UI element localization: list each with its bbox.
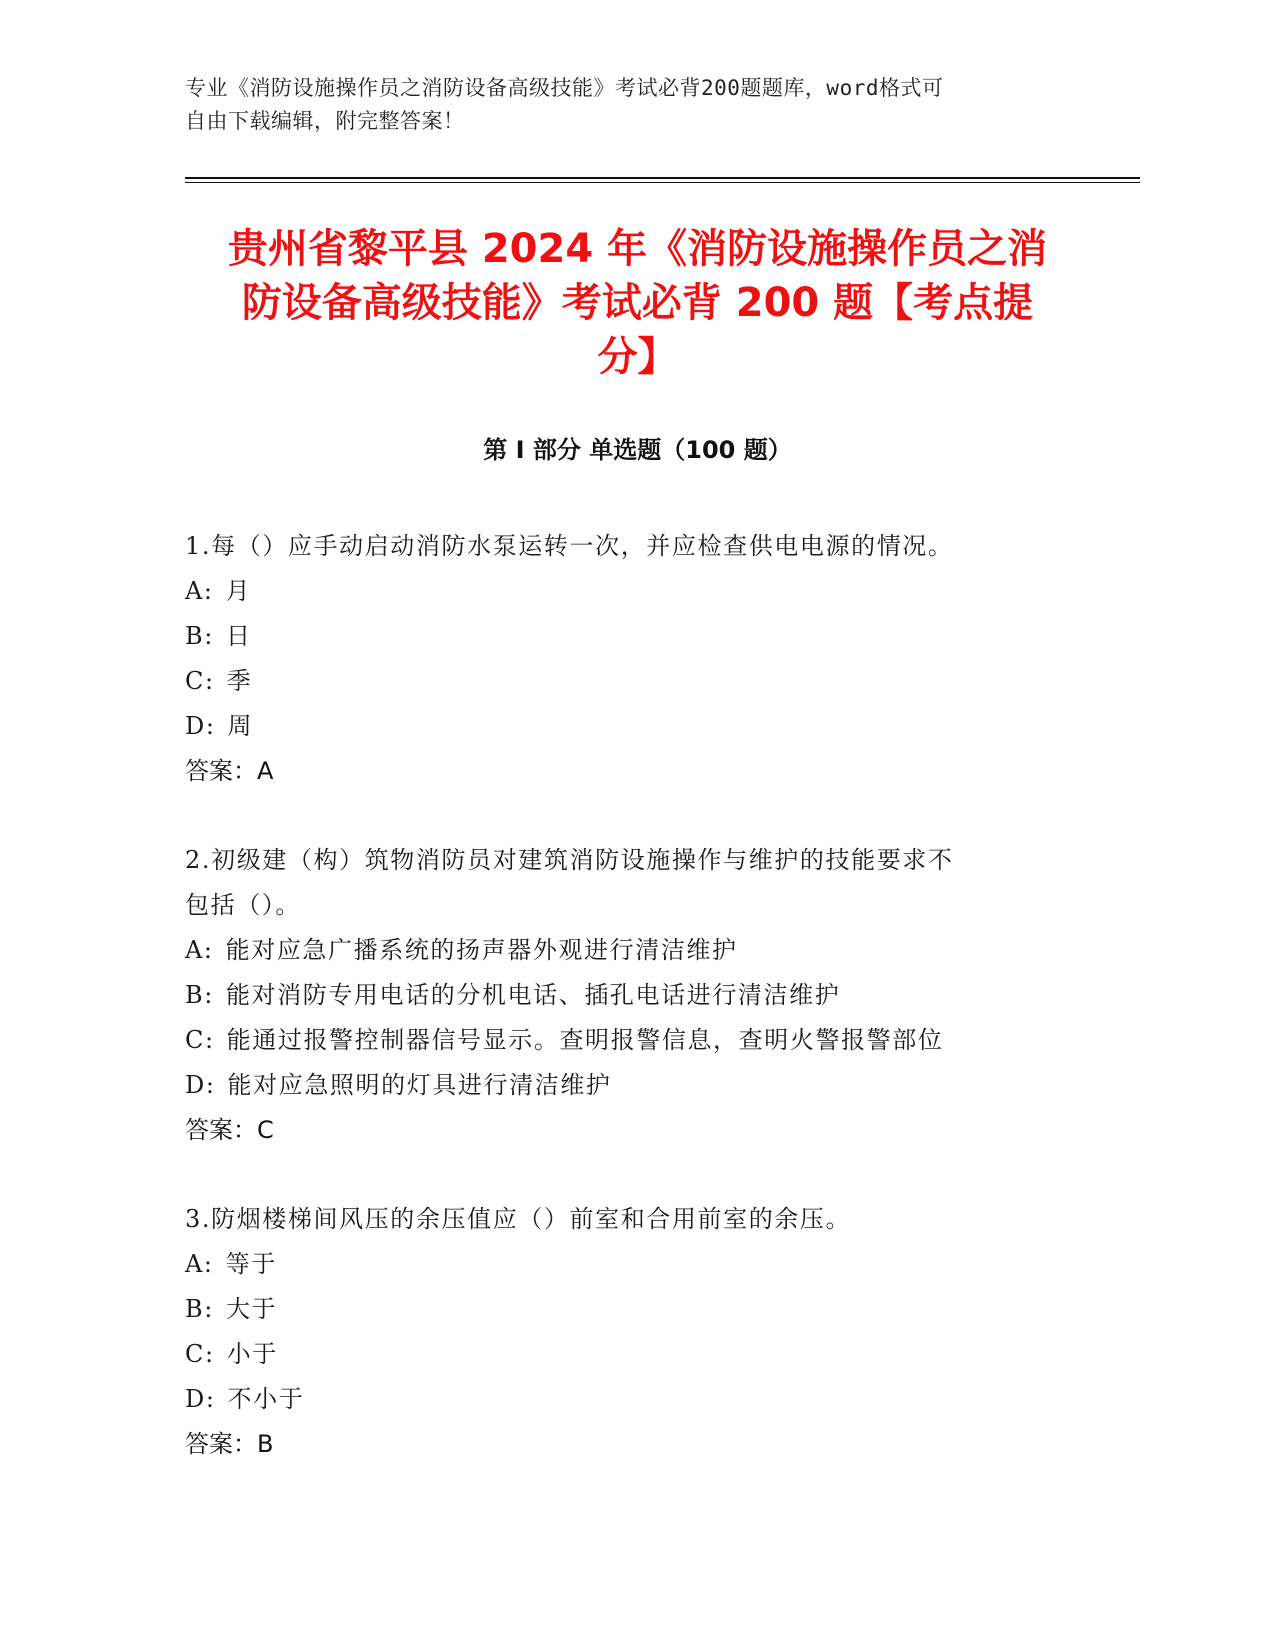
- option-letter: A:: [185, 1250, 214, 1278]
- header-divider-thin: [185, 182, 1140, 183]
- option-text: 小于: [226, 1340, 278, 1368]
- option-letter: A:: [185, 936, 214, 964]
- option-text: 能对应急照明的灯具进行清洁维护: [227, 1071, 612, 1099]
- answer-option: [185, 569, 1065, 614]
- option-letter: C:: [185, 1340, 215, 1368]
- question-stem: 1.每（）应手动启动消防水泵运转一次，并应检查供电电源的情况。: [185, 532, 954, 560]
- option-text: 不小于: [227, 1385, 305, 1413]
- answer-option: [185, 1332, 1065, 1377]
- option-letter: A:: [185, 577, 214, 605]
- document-title-line-1: 贵州省黎平县 2024 年《消防设施操作员之消: [227, 226, 1048, 272]
- option-text: 日: [225, 622, 252, 650]
- answer-option: [185, 659, 1065, 704]
- option-letter: D:: [185, 1385, 216, 1413]
- answer-label: 答案：: [185, 757, 257, 785]
- answer-line: [185, 1108, 1065, 1153]
- option-text: 等于: [225, 1250, 277, 1278]
- answer-line: [185, 1422, 1065, 1467]
- question-block: [185, 838, 1065, 1153]
- option-text: 能对应急广播系统的扬声器外观进行清洁维护: [225, 936, 738, 964]
- option-letter: D:: [185, 712, 216, 740]
- option-text: 季: [226, 667, 253, 695]
- question-block: [185, 524, 1065, 794]
- answer-value: B: [257, 1430, 274, 1458]
- option-letter: D:: [185, 1071, 216, 1099]
- document-title-line-3: 分】: [597, 334, 678, 380]
- option-text: 大于: [225, 1295, 278, 1323]
- document-title-line-2: 防设备高级技能》考试必背 200 题【考点提: [241, 280, 1034, 326]
- answer-line: [185, 749, 1065, 794]
- answer-option: [185, 614, 1065, 659]
- answer-label: 答案：: [185, 1116, 257, 1144]
- option-letter: B:: [185, 622, 214, 650]
- option-text: 能对消防专用电话的分机电话、插孔电话进行清洁维护: [225, 981, 841, 1009]
- answer-option: [185, 1377, 1065, 1422]
- question-block: [185, 1197, 1065, 1467]
- option-letter: B:: [185, 1295, 214, 1323]
- answer-option: [185, 704, 1065, 749]
- question-stem: 3.防烟楼梯间风压的余压值应（）前室和合用前室的余压。: [185, 1205, 852, 1233]
- answer-label: 答案：: [185, 1430, 257, 1458]
- header-note-line-1: 专业《消防设施操作员之消防设备高级技能》考试必背200题题库，word格式可: [185, 76, 944, 100]
- question-stem: 2.初级建（构）筑物消防员对建筑消防设施操作与维护的技能要求不: [185, 846, 954, 874]
- option-letter: B:: [185, 981, 214, 1009]
- option-letter: C:: [185, 1026, 215, 1054]
- question-list: [185, 524, 1065, 1511]
- document-title: [185, 222, 1090, 384]
- answer-option: [185, 1287, 1065, 1332]
- option-text: 周: [227, 712, 254, 740]
- answer-value: C: [257, 1116, 274, 1144]
- answer-option: [185, 973, 1065, 1018]
- option-letter: C:: [185, 667, 215, 695]
- answer-option: [185, 1063, 1065, 1108]
- answer-option: [185, 1242, 1065, 1287]
- header-note-line-2: 自由下载编辑，附完整答案！: [185, 109, 465, 133]
- section-heading: 第 I 部分 单选题（100 题）: [483, 436, 792, 464]
- answer-option: [185, 1018, 1065, 1063]
- header-divider-thick: [185, 177, 1140, 179]
- answer-option: [185, 928, 1065, 973]
- option-text: 月: [225, 577, 252, 605]
- question-stem: 包括（）。: [185, 891, 301, 919]
- header-note: [185, 72, 1065, 138]
- answer-value: A: [257, 757, 274, 785]
- option-text: 能通过报警控制器信号显示。查明报警信息，查明火警报警部位: [226, 1026, 944, 1054]
